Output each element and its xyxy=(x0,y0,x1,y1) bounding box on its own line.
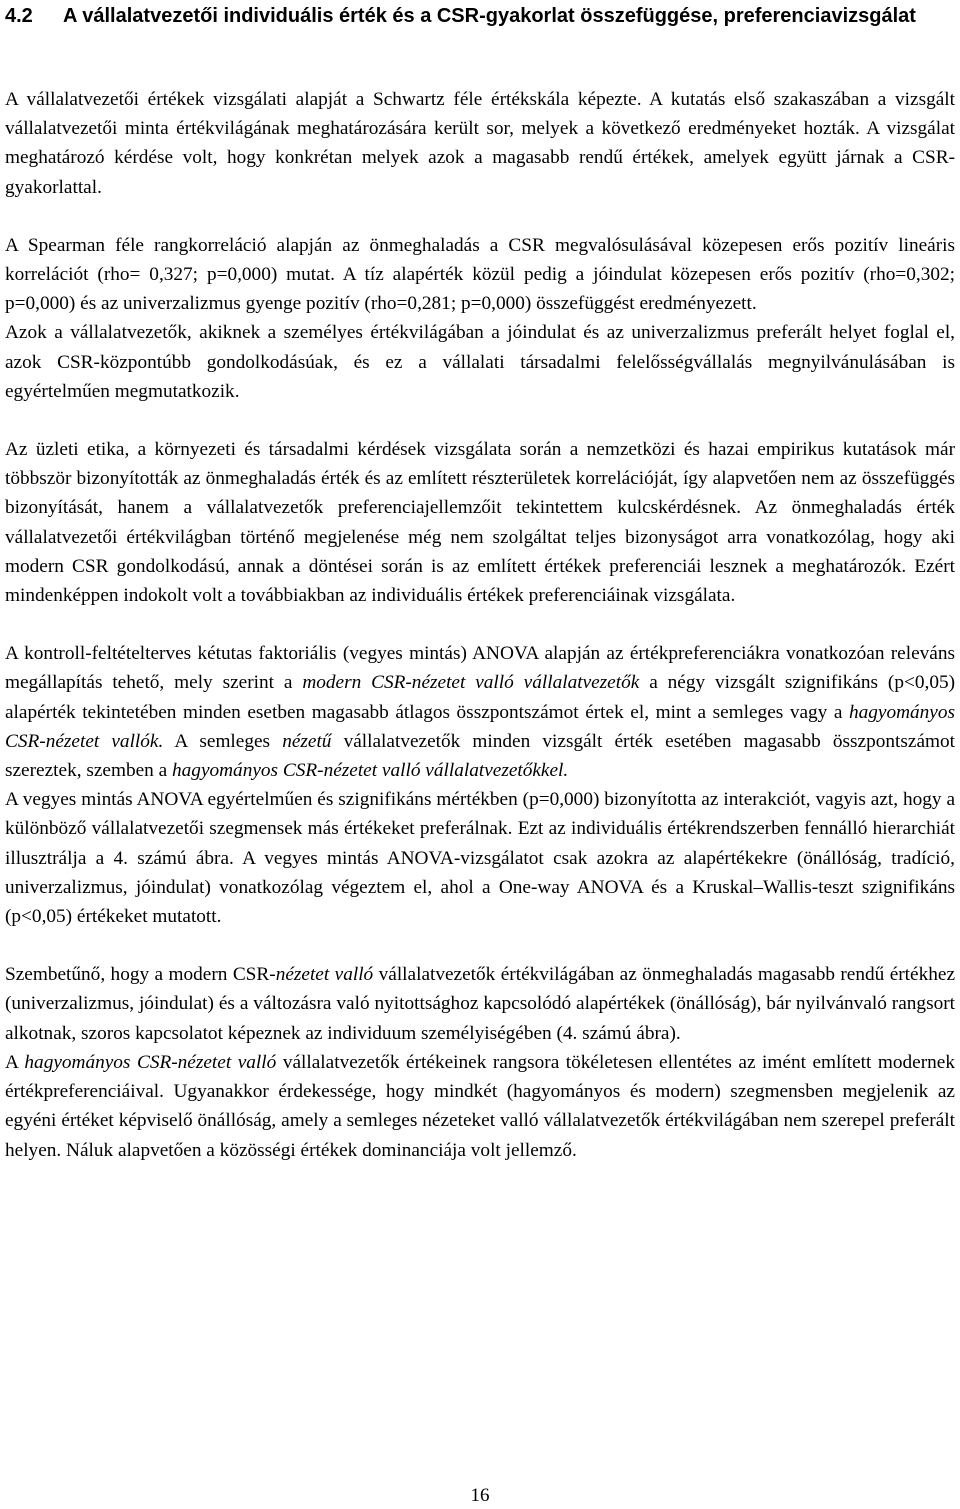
section-heading xyxy=(5,2,955,31)
italic-term: hagyományos CSR-nézetet vallók. xyxy=(5,701,955,752)
section-number: 4.2 xyxy=(5,5,33,27)
italic-term: hagyományos CSR-nézetet valló xyxy=(24,1051,277,1073)
paragraph-6: A vegyes mintás ANOVA egyértelműen és szignifikáns mértékben (p=0,000) bizonyította az interakciót, vagyis azt, hogy a különböző vállalatvezetői szegmensek más értékeket preferálnak. Ezt az individuális értékrendszerben fennálló hierarchiát illusztrálja a 4. számú ábra. A vegyes mintás ANOVA-vizsgálatot csak azokra az alapértékekre (önállóság, tradíció, univerzalizmus, jóindulat) vonatkozólag végeztem el, ahol a One-way ANOVA és a Kruskal–Wallis-teszt szignifikáns (p<0,05) értékeket mutatott. xyxy=(5,789,955,928)
paragraph-2: A Spearman féle rangkorreláció alapján az önmeghaladás a CSR megvalósulásával közepesen erős pozitív lineáris korrelációt (rho= 0,327; p=0,000) mutat. A tíz alapérték közül pedig a jóindulat közepesen erős pozitív (rho=0,302; p=0,000) és az univerzalizmus gyenge pozitív (rho=0,281; p=0,000) összefüggést eredményezett. xyxy=(5,234,955,315)
document-body xyxy=(5,85,955,1165)
paragraph-3: Azok a vállalatvezetők, akiknek a személyes értékvilágában a jóindulat és az univerzalizmus preferált helyet foglal el, azok CSR-központúbb gondolkodásúak, és ez a vállalati társadalmi felelősségvállalás megnyilvánulásában is egyértelműen megmutatkozik. xyxy=(5,322,955,402)
italic-term: modern CSR-nézetet valló vállalatvezetők xyxy=(302,672,640,694)
paragraph-5: A kontroll-feltételterves kétutas faktoriális (vegyes mintás) ANOVA alapján az értékpreferenciákra vonatkozóan releváns megállapítás tehető, mely szerint a modern CSR-nézetet valló vállalatvezetők a négy vizsgált szignifikáns (p<0,05) alapérték tekintetében minden esetben magasabb átlagos összpontszámot értek el, mint a semleges vagy a hagyományos CSR-nézetet vallók. A semleges nézetű vállalatvezetők minden vizsgált érték esetében magasabb összpontszámot szereztek, szemben a hagyományos CSR-nézetet valló vállalatvezetőkkel. xyxy=(5,643,956,782)
paragraph-4: Az üzleti etika, a környezeti és társadalmi kérdések vizsgálata során a nemzetközi és hazai empirikus kutatások már többször bizonyították az önmeghaladás érték és az említett részterületek korrelációját, így alapvetően nem az összefüggés bizonyítását, hanem a vállalatvezetők preferenciajellemzőit tekintettem kulcskérdésnek. Az önmeghaladás érték vállalatvezetői értékvilágban történő megjelenése még nem szolgáltat teljes bizonyságot arra vonatkozólag, hogy aki modern CSR gondolkodású, annak a döntései során is az említett értékek preferenciái lesznek a meghatározók. Ezért mindenképpen indokolt volt a továbbiakban az individuális értékek preferenciáinak vizsgálata. xyxy=(5,439,955,607)
paragraph-7: Szembetűnő, hogy a modern CSR-nézetet valló vállalatvezetők értékvilágában az önmeghaladás magasabb rendű értékhez (univerzalizmus, jóindulat) és a változásra való nyitottsághoz kapcsolódó alapértékek (önállóság), bár nyilvánvaló rangsort alkotnak, szoros kapcsolatot képeznek az individuum személyiségében (4. számú ábra). xyxy=(5,964,955,1044)
italic-term: nézetű xyxy=(282,730,332,752)
paragraph-8: A hagyományos CSR-nézetet valló vállalatvezetők értékeinek rangsora tökéletesen ellentétes az imént említett modernek értékpreferenciáival. Ugyanakkor érdekessége, hogy mindkét (hagyományos és modern) szegmensben megjelenik az egyéni értéket képviselő önállóság, amely a semleges nézeteket valló vállalatvezetők értékvilágában nem szerepel preferált helyen. Náluk alapvetően a közösségi értékek dominanciája volt jellemző. xyxy=(5,1051,955,1161)
italic-term: hagyományos CSR-nézetet valló vállalatvezetőkkel. xyxy=(172,760,569,782)
section-title: A vállalatvezetői individuális érték és a CSR-gyakorlat összefüggése, preferenciavizsgálat xyxy=(63,5,916,27)
page-number: 16 xyxy=(470,1485,490,1506)
italic-term: nézetet valló xyxy=(275,964,374,986)
paragraph-1: A vállalatvezetői értékek vizsgálati alapját a Schwartz féle értékskála képezte. A kutatás első szakaszában a vizsgált vállalatvezetői minta értékvilágának meghatározására került sor, melyek a következő eredményeket hozták. A vizsgálat meghatározó kérdése volt, hogy konkrétan melyek azok a magasabb rendű értékek, amelyek együtt járnak a CSR-gyakorlattal. xyxy=(5,89,955,198)
